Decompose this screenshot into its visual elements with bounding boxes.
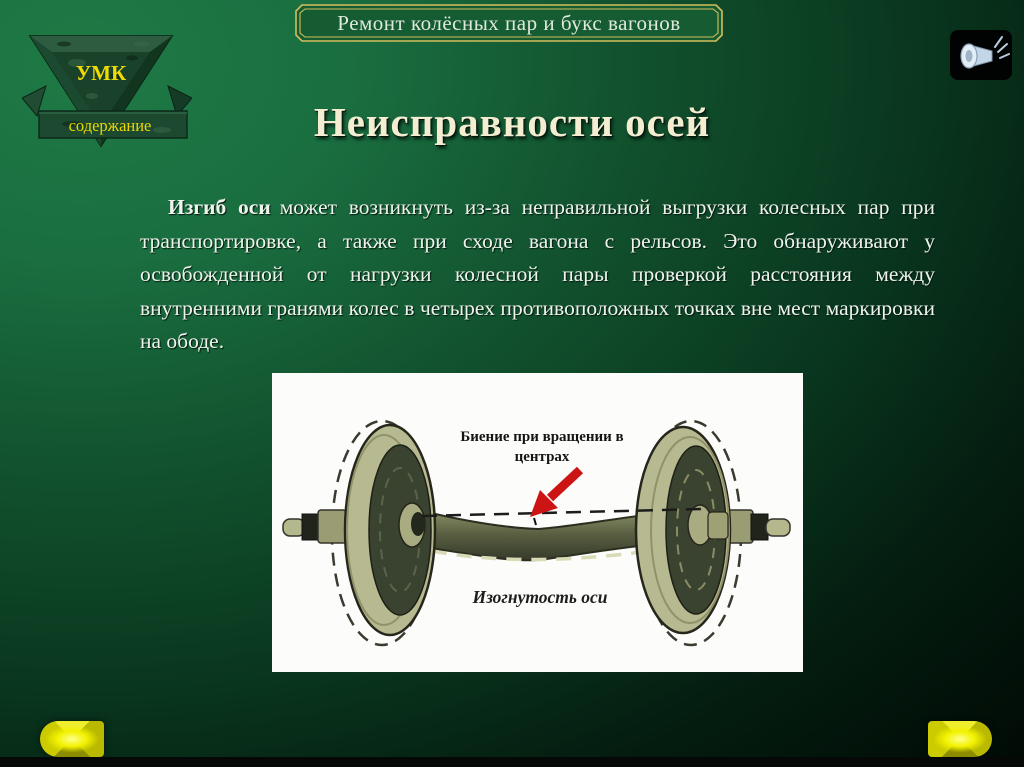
runout-tick	[534, 518, 536, 525]
course-title: Ремонт колёсных пар и букс вагонов	[337, 10, 681, 35]
right-axle-journal	[727, 510, 790, 543]
runout-arrow	[530, 470, 580, 517]
body-paragraph	[140, 191, 935, 359]
forward-button[interactable]	[928, 721, 992, 757]
page-title: Неисправности осей	[313, 99, 711, 145]
figure-label-top-line2: центрах	[514, 449, 570, 465]
speaker-icon[interactable]	[950, 30, 1012, 80]
left-axle-journal	[283, 510, 346, 543]
contents-link[interactable]: содержание	[68, 116, 152, 135]
figure-label-top-line1: Биение при вращении в	[460, 429, 624, 445]
paragraph-rest: может возникнуть из-за неправильной выгрузки колесных пар при транспортировке, а также при сходе вагона с рельсов. Это обнаруживают у освобожденной от нагрузки колесной пары проверкой расстояния между внутренними гранями колес в четырех противоположных точках вне мест маркировки на ободе.	[140, 195, 935, 354]
bottom-black-bar	[0, 757, 1024, 767]
back-button[interactable]	[40, 721, 104, 757]
paragraph-lead: Изгиб оси	[168, 195, 271, 219]
header-banner	[295, 4, 723, 42]
left-wheel	[345, 425, 435, 635]
umk-label[interactable]: УМК	[75, 61, 127, 85]
figure-label-bottom: Изогнутость оси	[472, 587, 608, 607]
figure-image	[272, 373, 803, 672]
right-wheel	[636, 427, 730, 633]
wheelset-drawing	[272, 373, 803, 672]
